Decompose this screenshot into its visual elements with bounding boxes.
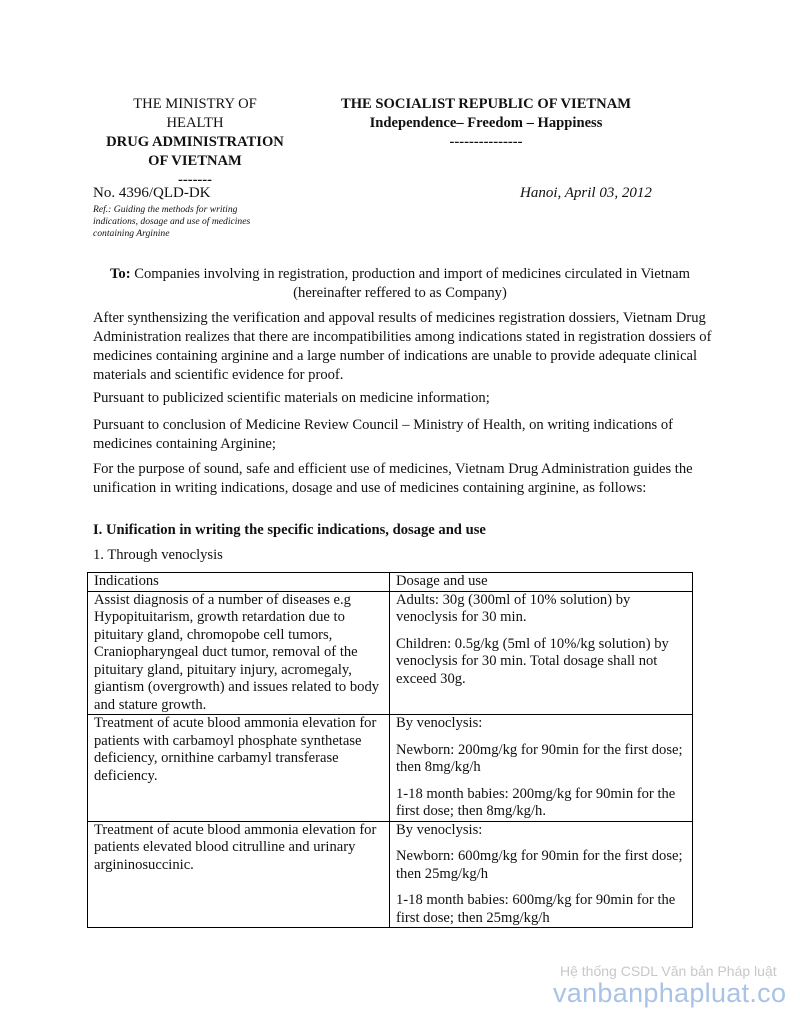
indications-dosage-table — [87, 572, 693, 928]
header-dosage: Dosage and use — [390, 573, 693, 592]
document-reference: Ref.: Guiding the methods for writing indications, dosage and use of medicines containing Arginine — [93, 204, 251, 239]
subsection-heading: 1. Through venoclysis — [93, 547, 223, 563]
table-row — [88, 821, 693, 928]
table-header-row — [88, 573, 693, 592]
dosage-line: Children: 0.5g/kg (5ml of 10%/kg solution) by venoclysis for 30 min. Total dosage shall not exceed 30g. — [396, 635, 669, 687]
body-paragraph: After synthensizing the verification and appoval results of medicines registration dossiers, Vietnam Drug Administration realizes that there are incompatibilities among indications stated in registration dossiers of medicines containing arginine and a large number of indications are unable to provide adequate clinical materials and scientific evidence for proof. — [93, 310, 712, 383]
agency-name-line-2: OF VIETNAM — [148, 153, 242, 169]
dosage-line: Newborn: 600mg/kg for 90min for the first dose; then 25mg/kg/h — [396, 848, 683, 882]
indication-cell: Assist diagnosis of a number of diseases e.g Hypopituitarism, growth retardation due to pituitary gland, chromopobe cell tumors, Craniopharyngeal duct tumor, removal of the pituitary gland, pituitary injury, acromegaly, giantism (overgrowth) and issues related to body and stature growth. — [88, 591, 390, 715]
dosage-cell — [390, 591, 693, 715]
national-motto: Independence– Freedom – Happiness — [369, 115, 603, 131]
dosage-line: Adults: 30g (300ml of 10% solution) by venoclysis for 30 min. — [396, 591, 631, 625]
national-title — [328, 95, 644, 152]
body-paragraph: Pursuant to conclusion of Medicine Review Council – Ministry of Health, on writing indications of medicines containing Arginine; — [93, 417, 674, 452]
document-date: Hanoi, April 03, 2012 — [520, 185, 652, 201]
recipients-label: To: — [110, 266, 131, 282]
ministry-line-1: THE MINISTRY OF — [133, 96, 257, 112]
dosage-line: By venoclysis: — [396, 821, 483, 838]
authority-separator: ------- — [177, 172, 213, 188]
indication-cell: Treatment of acute blood ammonia elevation for patients elevated blood citrulline and urinary argininosuccinic. — [88, 821, 390, 928]
document-number: No. 4396/QLD-DK — [93, 185, 211, 201]
agency-name-line-1: DRUG ADMINISTRATION — [106, 134, 284, 150]
indication-cell: Treatment of acute blood ammonia elevation for patients with carbamoyl phosphate synthetase deficiency, ornithine carbamyl transferase deficiency. — [88, 715, 390, 822]
recipients — [100, 265, 700, 303]
section-heading: I. Unification in writing the specific indications, dosage and use — [93, 522, 486, 538]
dosage-line: By venoclysis: — [396, 715, 483, 731]
body-paragraph: For the purpose of sound, safe and efficient use of medicines, Vietnam Drug Administration guides the unification in writing indications, dosage and use of medicines containing arginine, as follows: — [93, 461, 693, 496]
watermark-site: vanbanphapluat.co — [553, 978, 787, 1008]
dosage-cell — [390, 821, 693, 928]
dosage-line: 1-18 month babies: 200mg/kg for 90min for the first dose; then 8mg/kg/h. — [396, 785, 676, 819]
table-row — [88, 591, 693, 715]
issuing-authority — [92, 95, 298, 190]
table-row — [88, 715, 693, 822]
motto-separator: --------------- — [449, 134, 523, 150]
dosage-line: 1-18 month babies: 600mg/kg for 90min for the first dose; then 25mg/kg/h — [396, 892, 676, 926]
dosage-cell — [390, 715, 693, 822]
republic-name: THE SOCIALIST REPUBLIC OF VIETNAM — [340, 96, 632, 112]
ministry-line-2: HEALTH — [166, 115, 224, 131]
body-paragraph: Pursuant to publicized scientific materials on medicine information; — [93, 390, 490, 406]
recipients-text: Companies involving in registration, production and import of medicines circulated in Vietnam (hereinafter reffered to as Company) — [130, 266, 690, 301]
watermark-caption: Hệ thống CSDL Văn bản Pháp luật — [560, 963, 777, 979]
dosage-line: Newborn: 200mg/kg for 90min for the first dose; then 8mg/kg/h — [396, 741, 683, 775]
header-indications: Indications — [88, 573, 390, 592]
